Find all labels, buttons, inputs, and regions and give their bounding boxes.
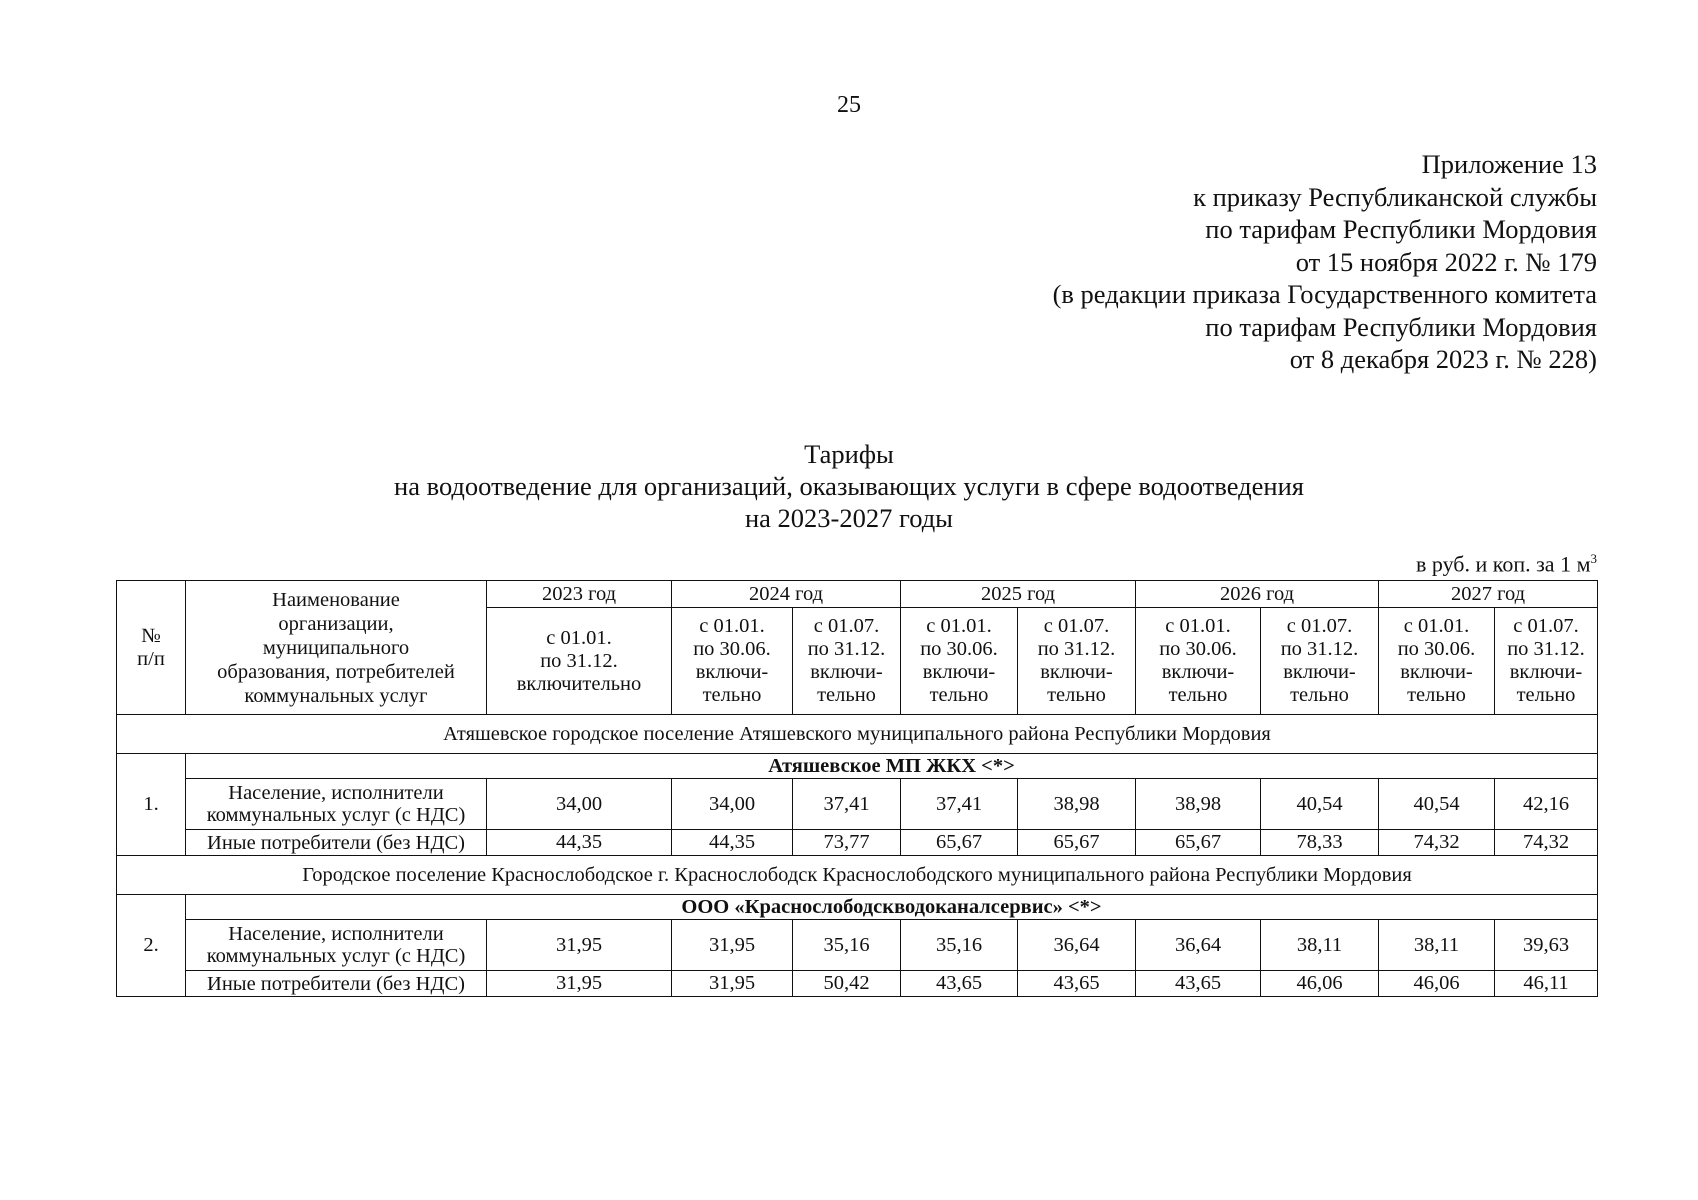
tariff-value: 38,11: [1261, 920, 1379, 971]
consumer-category-line: коммунальных услуг (с НДС): [206, 804, 466, 826]
tariff-value: 65,67: [901, 830, 1018, 856]
tariff-value: 74,32: [1379, 830, 1495, 856]
page-number: 25: [837, 92, 861, 118]
period-full-year: с 01.01. по 31.12. включительно: [487, 608, 672, 715]
tariff-value: 73,77: [793, 830, 901, 856]
header-name-line: организации,: [278, 612, 394, 635]
region-name: Городское поселение Краснослободское г. Краснослободск Краснослободского муниципального района Республики Мордовия: [117, 856, 1598, 895]
appendix-line: Приложение 13: [1421, 149, 1597, 179]
header-name-line: муниципального: [262, 636, 410, 659]
tariff-value: 43,65: [1018, 971, 1136, 997]
consumer-category-line: Иные потребители (без НДС): [207, 831, 465, 854]
header-year-2027: 2027 год: [1379, 581, 1598, 608]
tariff-value: 34,00: [672, 779, 793, 830]
tariff-value: 39,63: [1495, 920, 1598, 971]
appendix-line: к приказу Республиканской службы: [1193, 181, 1597, 212]
header-year-2024: 2024 год: [672, 581, 901, 608]
tariff-value: 46,06: [1379, 971, 1495, 997]
tariff-value: 36,64: [1018, 920, 1136, 971]
tariff-value: 35,16: [901, 920, 1018, 971]
tariff-value: 74,32: [1495, 830, 1598, 856]
tariff-value: 40,54: [1261, 779, 1379, 830]
title-line: Тарифы: [804, 439, 894, 469]
period-first-half: с 01.01. по 30.06. включи- тельно: [672, 608, 793, 715]
period-first-half: с 01.01. по 30.06. включи- тельно: [901, 608, 1018, 715]
tariff-value: 38,98: [1136, 779, 1261, 830]
tariffs-table: [116, 580, 1598, 997]
tariff-value: 46,06: [1261, 971, 1379, 997]
appendix-line: по тарифам Республики Мордовия: [1205, 214, 1597, 244]
tariff-value: 36,64: [1136, 920, 1261, 971]
unit-text: в руб. и коп. за 1 м: [1416, 551, 1591, 577]
tariff-value: 44,35: [487, 830, 672, 856]
period-second-half: с 01.07. по 31.12. включи- тельно: [1495, 608, 1598, 715]
header-year-2025: 2025 год: [901, 581, 1136, 608]
consumer-category: [186, 920, 487, 971]
consumer-category: [186, 971, 487, 997]
tariff-value: 31,95: [672, 920, 793, 971]
header-year-2026: 2026 год: [1136, 581, 1379, 608]
header-name-line: коммунальных услуг: [244, 684, 428, 707]
header-name: [186, 581, 487, 715]
organization-row: [117, 895, 1598, 920]
period-second-half: с 01.07. по 31.12. включи- тельно: [793, 608, 901, 715]
tariff-value: 35,16: [793, 920, 901, 971]
appendix-line: (в редакции приказа Государственного комитета: [1052, 279, 1597, 309]
organization-name: Атяшевское МП ЖКХ <*>: [186, 754, 1598, 779]
header-row-years: [117, 581, 1598, 608]
appendix-line: от 15 ноября 2022 г. № 179: [1295, 246, 1597, 277]
period-second-half: с 01.07. по 31.12. включи- тельно: [1261, 608, 1379, 715]
consumer-row: [117, 830, 1598, 856]
tariff-value: 78,33: [1261, 830, 1379, 856]
tariff-value: 34,00: [487, 779, 672, 830]
region-row: [117, 856, 1598, 895]
tariff-value: 31,95: [672, 971, 793, 997]
region-row: [117, 715, 1598, 754]
header-number-line: п/п: [137, 647, 165, 670]
consumer-category-line: Население, исполнители: [228, 782, 444, 804]
tariff-value: 65,67: [1018, 830, 1136, 856]
period-first-half: с 01.01. по 30.06. включи- тельно: [1379, 608, 1495, 715]
header-number: [117, 581, 186, 715]
tariff-value: 38,11: [1379, 920, 1495, 971]
consumer-row: [117, 920, 1598, 971]
row-number: 2.: [117, 895, 186, 997]
header-name-line: образования, потребителей: [217, 660, 455, 683]
document-title: [0, 438, 1698, 534]
tariff-value: 37,41: [901, 779, 1018, 830]
tariff-value: 37,41: [793, 779, 901, 830]
table-body: [117, 715, 1598, 997]
title-line: на водоотведение для организаций, оказывающих услуги в сфере водоотведения: [394, 471, 1304, 501]
unit-superscript: 3: [1590, 551, 1597, 566]
consumer-category-line: коммунальных услуг (с НДС): [206, 945, 466, 967]
consumer-row: [117, 971, 1598, 997]
tariff-value: 43,65: [901, 971, 1018, 997]
tariff-value: 40,54: [1379, 779, 1495, 830]
tariff-value: 31,95: [487, 971, 672, 997]
header-year-2023: 2023 год: [487, 581, 672, 608]
appendix-block: [1053, 148, 1597, 376]
consumer-category: [186, 779, 487, 830]
region-name: Атяшевское городское поселение Атяшевского муниципального района Республики Мордовия: [117, 715, 1598, 754]
consumer-category-line: Иные потребители (без НДС): [207, 972, 465, 995]
row-number: 1.: [117, 754, 186, 856]
period-first-half: с 01.01. по 30.06. включи- тельно: [1136, 608, 1261, 715]
consumer-category: [186, 830, 487, 856]
header-name-line: Наименование: [272, 588, 400, 611]
tariff-value: 44,35: [672, 830, 793, 856]
appendix-line: от 8 декабря 2023 г. № 228): [1289, 344, 1597, 374]
organization-row: [117, 754, 1598, 779]
title-line: на 2023-2027 годы: [744, 503, 953, 533]
consumer-category-line: Население, исполнители: [228, 923, 444, 945]
tariff-value: 43,65: [1136, 971, 1261, 997]
tariff-value: 50,42: [793, 971, 901, 997]
tariff-value: 31,95: [487, 920, 672, 971]
consumer-row: [117, 779, 1598, 830]
tariff-value: 38,98: [1018, 779, 1136, 830]
header-number-line: №: [141, 624, 161, 647]
tariff-value: 46,11: [1495, 971, 1598, 997]
tariff-value: 42,16: [1495, 779, 1598, 830]
tariff-value: 65,67: [1136, 830, 1261, 856]
appendix-line: по тарифам Республики Мордовия: [1205, 311, 1597, 342]
period-second-half: с 01.07. по 31.12. включи- тельно: [1018, 608, 1136, 715]
unit-note: [1416, 551, 1597, 577]
organization-name: ООО «Краснослободскводоканалсервис» <*>: [186, 895, 1598, 920]
